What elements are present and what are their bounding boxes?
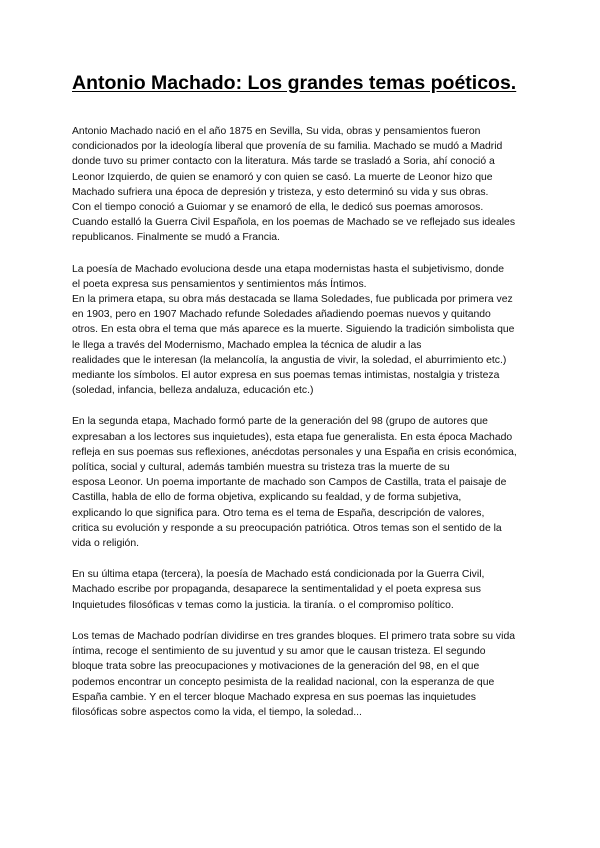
paragraph-line: Con el tiempo conoció a Guiomar y se enamoró de ella, le dedicó sus poemas amorosos. (72, 202, 484, 214)
paragraph-line: España cambie. Y en el tercer bloque Machado expresa en sus poemas las inquietudes (72, 691, 476, 703)
paragraph-1 (72, 124, 542, 246)
paragraph-line: condicionados por la ideología liberal que provenía de su familia. Machado se mudó a Madrid (72, 141, 503, 153)
paragraph-line: íntima, recoge el sentimiento de su juventud y su amor que le causan tristeza. El segundo (72, 646, 486, 658)
paragraph-line: política, social y cultural, además también muestra su tristeza tras la muerte de su (72, 462, 450, 474)
paragraph-line: En la primera etapa, su obra más destacada se llama Soledades, fue publicada por primera vez (72, 294, 513, 306)
paragraph-line: le llega a través del Modernismo, Machado emplea la técnica de aludir a las (72, 339, 422, 351)
paragraph-3 (72, 414, 542, 551)
paragraph-line: Leonor Izquierdo, de quien se enamoró y con quien se casó. La muerte de Leonor hizo que (72, 171, 493, 183)
document-title: Antonio Machado: Los grandes temas poéticos. (72, 72, 517, 94)
paragraph-line: Machado sufriera una época de depresión y tristeza, y esto determinó su vida y sus obras. (72, 186, 489, 198)
paragraph-line: En la segunda etapa, Machado formó parte de la generación del 98 (grupo de autores que (72, 416, 488, 428)
paragraph-line: Cuando estalló la Guerra Civil Española, en los poemas de Machado se ve reflejado sus ideales (72, 217, 516, 229)
paragraph-line: explicando lo que significa para. Otro tema es el tema de España, descripción de valores, (72, 507, 485, 519)
paragraph-line: filosóficas sobre aspectos como la vida, el tiempo, la soledad... (72, 706, 362, 718)
paragraph-4 (72, 567, 542, 613)
paragraph-2 (72, 262, 542, 399)
paragraph-line: podemos encontrar un concepto pesimista de la realidad nacional, con la esperanza de que (72, 676, 495, 688)
paragraph-line: La poesía de Machado evoluciona desde una etapa modernistas hasta el subjetivismo, donde (72, 263, 505, 275)
paragraph-line: Antonio Machado nació en el año 1875 en Sevilla, Su vida, obras y pensamientos fueron (72, 126, 481, 137)
paragraph-line: otros. En esta obra el tema que más aparece es la muerte. Siguiendo la tradición simbolista que (72, 324, 515, 336)
paragraph-line: (soledad, infancia, belleza andaluza, educación etc.) (72, 385, 314, 397)
paragraph-line: el poeta expresa sus pensamientos y sentimientos más Íntimos. (72, 278, 367, 290)
paragraph-line: Castilla, habla de ello de forma objetiva, explicando su fealdad, y de forma subjetiva, (72, 492, 462, 504)
paragraph-line: expresaban a los lectores sus inquietudes), esta etapa fue generalista. En esta época Machado (72, 431, 513, 443)
paragraph-line: Los temas de Machado podrían dividirse en tres grandes bloques. El primero trata sobre su vida (72, 630, 515, 642)
paragraph-line: en 1903, pero en 1907 Machado refunde Soledades añadiendo poemas nuevos y quitando (72, 309, 491, 321)
paragraph-line: En su última etapa (tercera), la poesía de Machado está condicionada por la Guerra Civil, (72, 569, 485, 581)
paragraph-line: realidades que le interesan (la melancolía, la angustia de vivir, la soledad, el aburrimiento etc.) (72, 354, 507, 366)
paragraph-line: mediante los símbolos. El autor expresa en sus poemas temas intimistas, nostalgia y tristeza (72, 370, 500, 382)
paragraph-line: vida o religión. (72, 538, 140, 550)
paragraph-line: Machado escribe por propaganda, desaparece la sentimentalidad y el poeta expresa sus (72, 584, 481, 596)
paragraph-line: critica su evolución y responde a su preocupación patriótica. Otros temas son el sentido de la (72, 522, 502, 534)
paragraph-line: Inquietudes filosóficas v temas como la justicia. la tiranía. o el compromiso político. (72, 599, 454, 611)
paragraph-5 (72, 629, 542, 720)
paragraph-line: bloque trata sobre las preocupaciones y motivaciones de la generación del 98, en el que (72, 661, 480, 673)
document-body (72, 124, 542, 736)
paragraph-line: esposa Leonor. Un poema importante de machado son Campos de Castilla, trata el paisaje de (72, 477, 507, 489)
paragraph-line: refleja en sus poemas sus reflexiones, anécdotas personales y una España en crisis económica, (72, 446, 517, 458)
paragraph-line: donde tuvo su primer contacto con la literatura. Más tarde se trasladó a Soria, ahí conoció a (72, 156, 495, 168)
paragraph-line: republicanos. Finalmente se mudó a Francia. (72, 232, 280, 244)
